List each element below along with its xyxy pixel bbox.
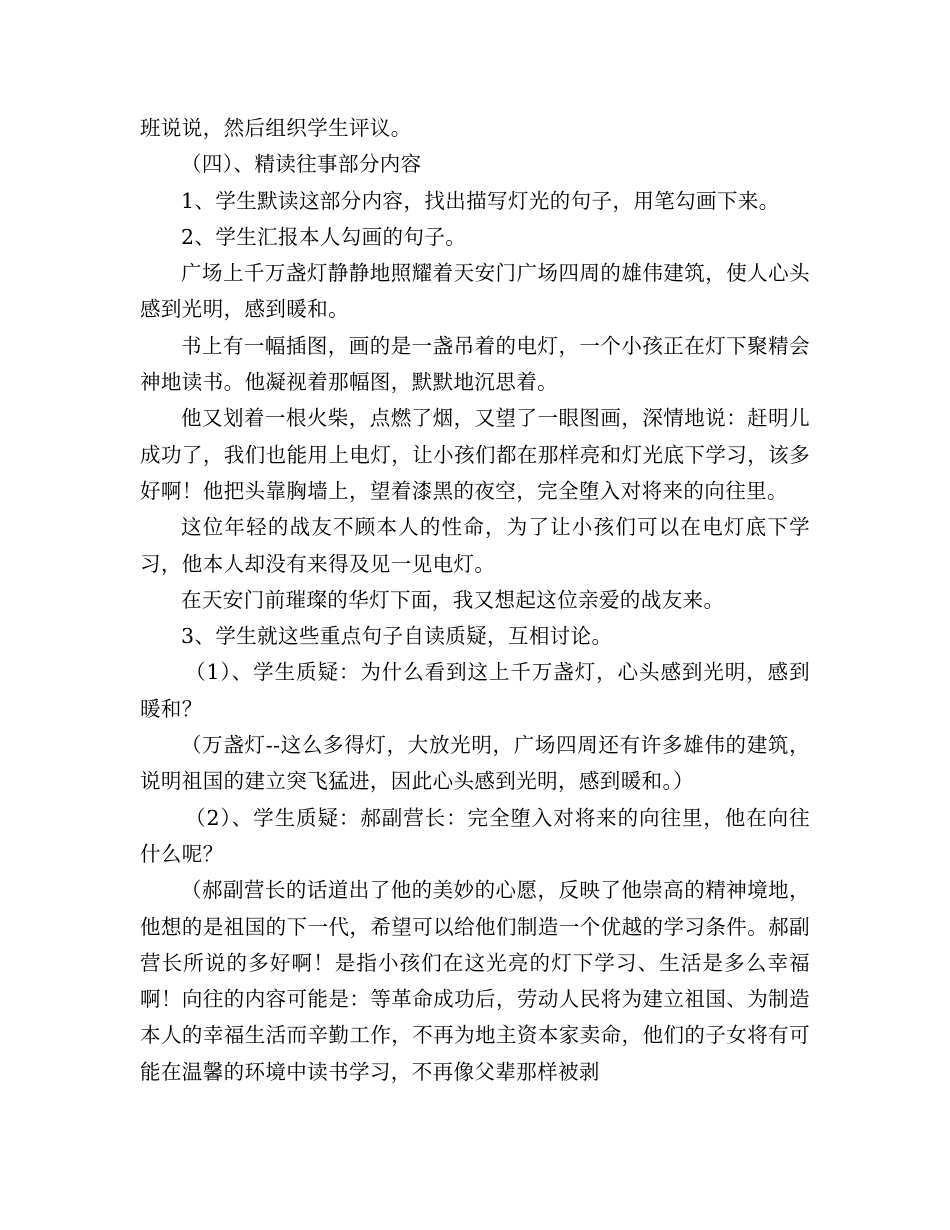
paragraph: 这位年轻的战友不顾本人的性命，为了让小孩们可以在电灯底下学习，他本人却没有来得及见一见电灯。 (140, 515, 810, 576)
paragraph: 3、学生就这些重点句子自读质疑，互相讨论。 (181, 624, 613, 649)
paragraph: 在天安门前璀璨的华灯下面，我又想起这位亲爱的战友来。 (181, 587, 725, 612)
section-heading: （四）、精读往事部分内容 (181, 152, 422, 177)
paragraph: （万盏灯--这么多得灯，大放光明，广场四周还有许多雄伟的建筑，说明祖国的建立突飞猛进，因此心头感到光明，感到暖和。） (140, 733, 810, 794)
paragraph: 2、学生汇报本人勾画的句子。 (181, 224, 467, 249)
paragraph: 1、学生默读这部分内容，找出描写灯光的句子，用笔勾画下来。 (181, 188, 780, 213)
paragraph: 他又划着一根火柴，点燃了烟，又望了一眼图画，深情地说：赶明儿成功了，我们也能用上电灯，让小孩们都在那样亮和灯光底下学习，该多好啊！他把头靠胸墙上，望着漆黑的夜空，完全堕入对将来的向往里。 (140, 406, 810, 503)
paragraph: 广场上千万盏灯静静地照耀着天安门广场四周的雄伟建筑，使人心头感到光明，感到暖和。 (140, 261, 810, 322)
paragraph: （2）、学生质疑：郝副营长：完全堕入对将来的向往里，他在向往什么呢？ (140, 805, 810, 866)
paragraph: （郝副营长的话道出了他的美妙的心愿，反映了他崇高的精神境地，他想的是祖国的下一代，希望可以给他们制造一个优越的学习条件。郝副营长所说的多好啊！是指小孩们在这光亮的灯下学习、生活是多么幸福啊！向往的内容可能是：等革命成功后，劳动人民将为建立祖国、为制造本人的幸福生活而辛勤工作，不再为地主资本家卖命，他们的子女将有可能在温馨的环境中读书学习，不再像父辈那样被剥 (140, 878, 810, 1084)
paragraph: 书上有一幅插图，画的是一盏吊着的电灯，一个小孩正在灯下聚精会神地读书。他凝视着那幅图，默默地沉思着。 (140, 333, 810, 395)
paragraph: （1）、学生质疑：为什么看到这上千万盏灯，心头感到光明，感到暖和？ (140, 660, 810, 721)
document-body (140, 110, 810, 1090)
paragraph: 班说说，然后组织学生评议。 (140, 116, 412, 140)
